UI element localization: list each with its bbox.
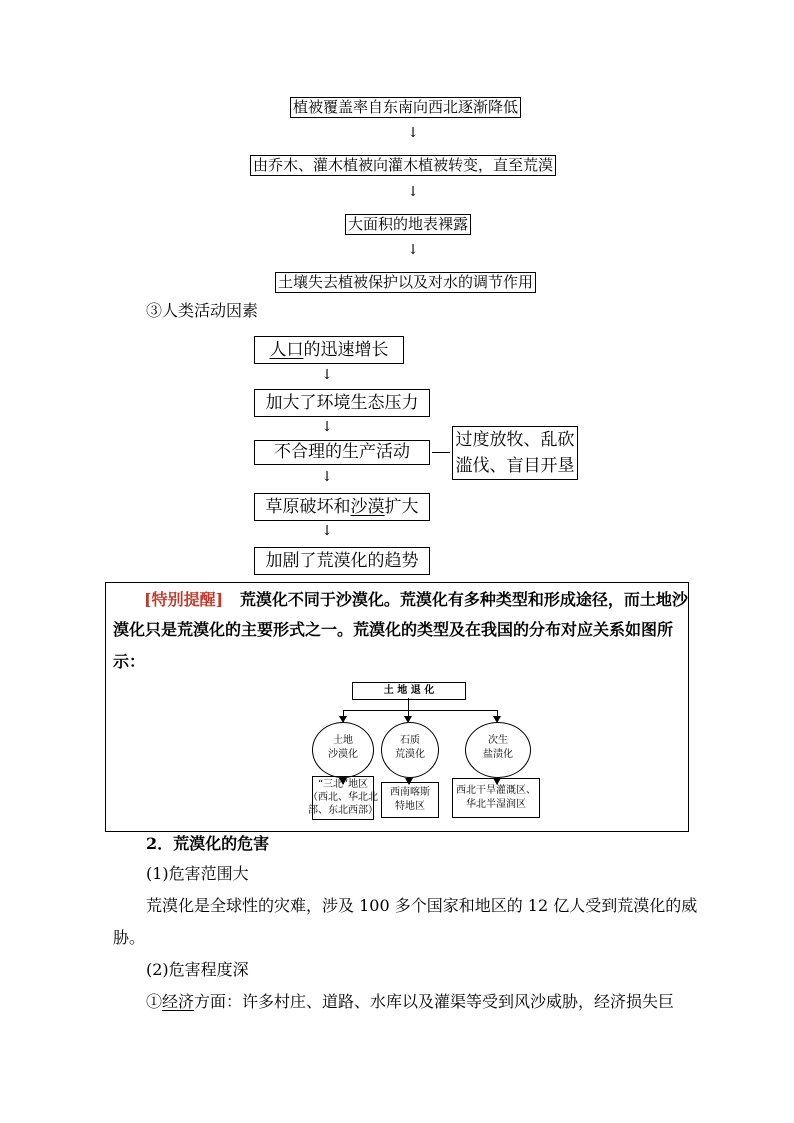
human-step-4-post: 扩大	[384, 497, 419, 517]
note-line-3: 示：	[113, 652, 146, 671]
down-arrow-icon: ↓	[321, 367, 333, 383]
down-arrow-icon: ↓	[407, 125, 419, 141]
section2-p2-key: 经济	[162, 992, 195, 1011]
veg-step-4: 土壤失去植被保护以及对水的调节作用	[275, 272, 536, 293]
tree-region-2-a: 西南喀斯	[390, 787, 430, 798]
human-step-1-key: 人口	[269, 340, 304, 360]
down-arrow-icon: ↓	[407, 242, 419, 258]
tree-node-1-b: 沙漠化	[328, 749, 358, 760]
section2-p1-line2: 胁。	[113, 928, 146, 947]
tree-line	[408, 698, 409, 710]
tree-region-3-b: 华北半湿润区	[466, 799, 526, 810]
note-line-2: 漠化只是荒漠化的主要形式之一。荒漠化的类型及在我国的分布对应关系如图所	[113, 620, 674, 639]
section2-p2-pre: ①	[146, 992, 163, 1011]
tree-node-1-a: 土地	[333, 735, 353, 746]
human-step-4	[254, 493, 430, 521]
tree-region-1-c: 部、东北西部）	[308, 805, 378, 816]
human-step-4-key: 沙漠	[350, 497, 385, 517]
note-text-1: 荒漠化不同于沙漠化。荒漠化有多种类型和形成途径，而土地沙	[239, 590, 688, 609]
section2-heading: 2．荒漠化的危害	[146, 834, 270, 853]
tree-node-2-a: 石质	[400, 735, 420, 746]
note-tag: [特别提醒]	[144, 590, 224, 609]
section2-p1-line1: 荒漠化是全球性的灾难，涉及 100 多个国家和地区的 12 亿人受到荒漠化的威	[146, 896, 698, 915]
section-human-heading: ③人类活动因素	[146, 301, 259, 320]
tree-node-2-b: 荒漠化	[395, 749, 425, 760]
side-box-line-2: 滥伐、盲目开垦	[455, 456, 575, 476]
tree-region-2-b: 特地区	[395, 801, 425, 812]
human-step-3: 不合理的生产活动	[254, 440, 430, 465]
veg-step-3: 大面积的地表裸露	[345, 214, 471, 235]
section2-p2	[146, 992, 674, 1012]
tree-node-3-b: 盐渍化	[483, 749, 513, 760]
section2-p2-post: 方面：许多村庄、道路、水库以及灌渠等受到风沙威胁，经济损失巨	[194, 992, 675, 1011]
down-arrow-icon: ↓	[321, 469, 333, 485]
section2-sub1: (1)危害范围大	[146, 864, 249, 883]
tree-region-1-b: （西北、华北北	[308, 792, 378, 803]
human-step-4-pre: 草原破坏和	[265, 497, 351, 517]
tree-root	[352, 682, 466, 700]
down-arrow-icon: ↓	[407, 184, 419, 200]
human-step-2: 加大了环境生态压力	[254, 389, 430, 417]
down-arrow-icon: ↓	[321, 523, 333, 539]
side-box	[452, 426, 578, 480]
tree-line	[343, 710, 498, 711]
note-line-1	[144, 590, 688, 610]
tree-root-label: 土 地 退 化	[383, 685, 435, 696]
veg-step-1: 植被覆盖率自东南向西北逐渐降低	[290, 97, 521, 118]
connector-line	[432, 452, 450, 453]
tree-region-3-a: 西北干旱灌溉区、	[456, 785, 536, 796]
side-box-line-1: 过度放牧、乱砍	[455, 430, 575, 450]
tree-arrow	[408, 710, 409, 722]
human-step-5: 加剧了荒漠化的趋势	[254, 547, 430, 575]
tree-arrow	[343, 710, 344, 722]
veg-step-2: 由乔木、灌木植被向灌木植被转变，直至荒漠	[250, 155, 556, 176]
tree-arrow	[497, 710, 498, 722]
human-step-1	[254, 336, 404, 364]
human-step-1-post: 的迅速增长	[303, 340, 389, 360]
tree-region-1-a: “三北”地区	[317, 779, 369, 790]
tree-node-3-a: 次生	[488, 735, 508, 746]
down-arrow-icon: ↓	[321, 419, 333, 435]
section2-sub2: (2)危害程度深	[146, 960, 249, 979]
